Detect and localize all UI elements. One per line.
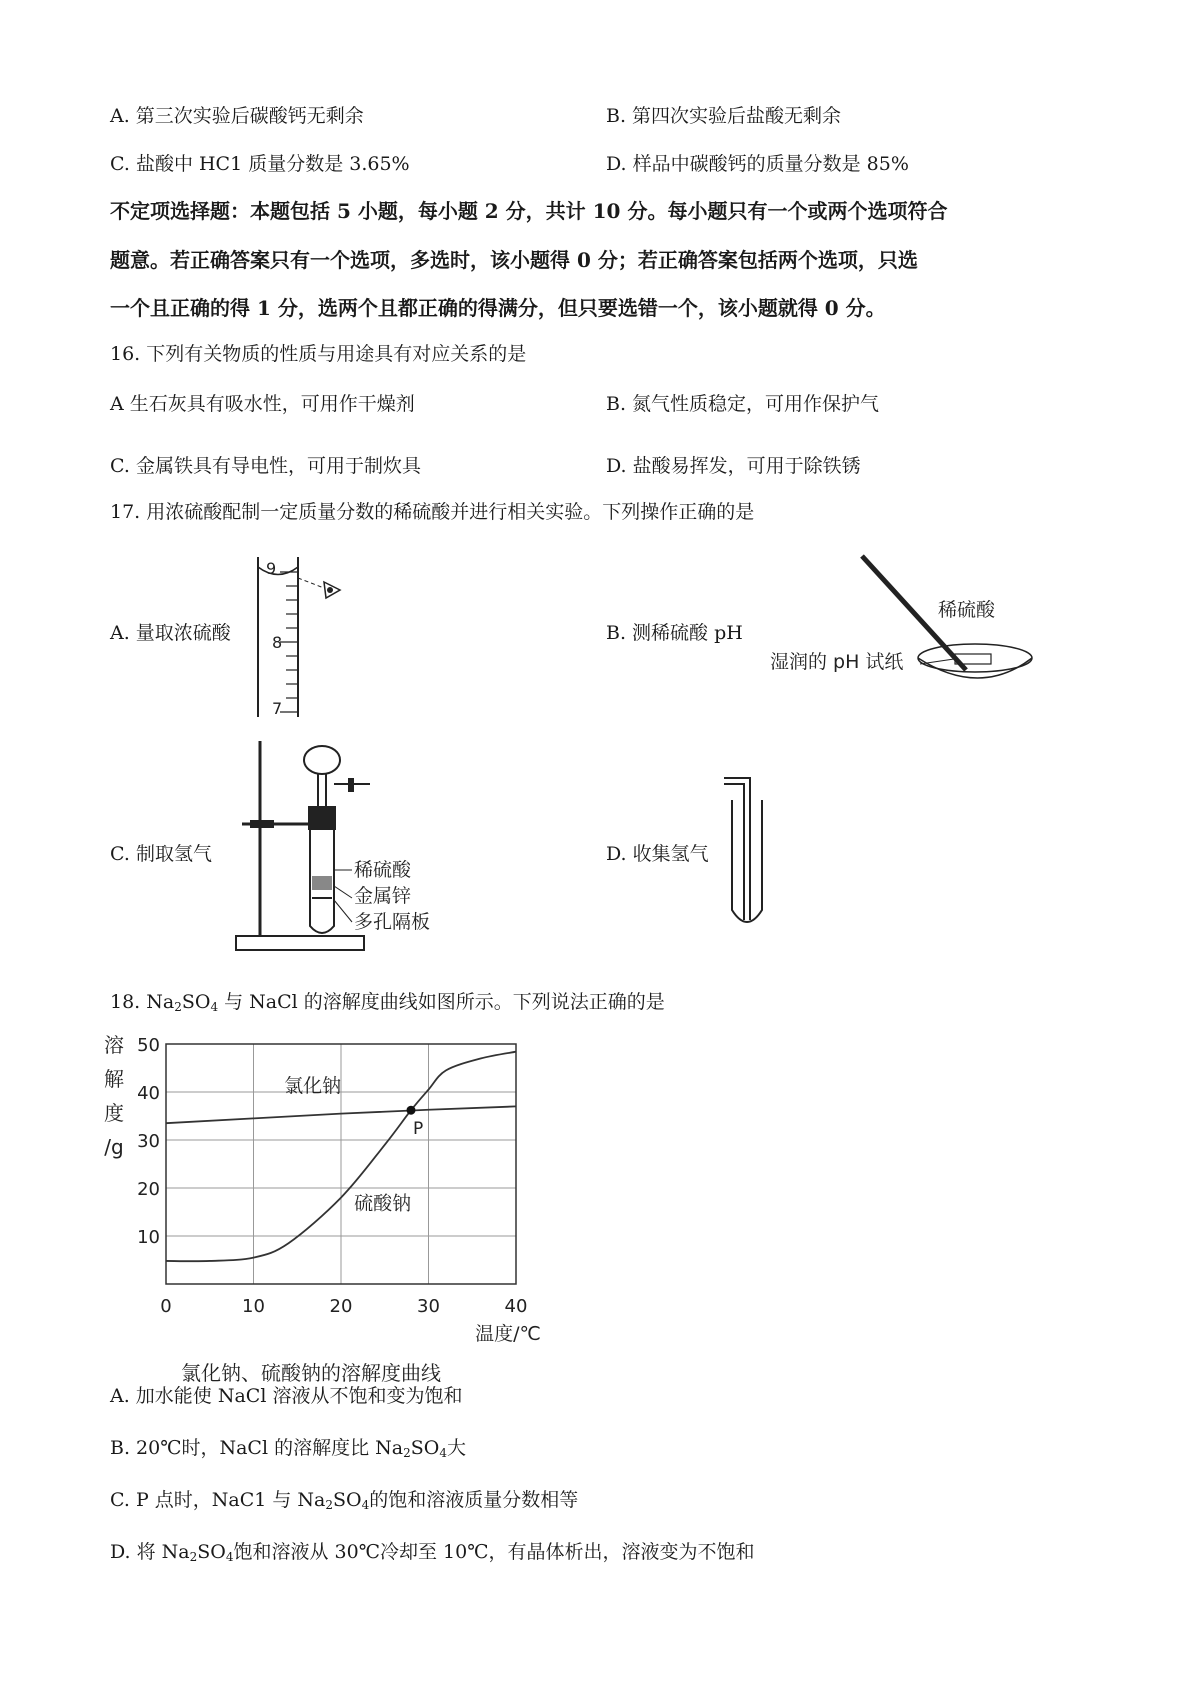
x-tick-label: 0 [160,1296,172,1317]
q18-option-b: B. 20℃时，NaCl 的溶解度比 $Na_2SO_4$大 [110,1437,466,1460]
y-axis-label: 溶 [104,1033,124,1057]
y-tick-label: 30 [137,1131,160,1152]
x-tick-label: 30 [417,1296,440,1317]
series-label-nacl: 氯化钠 [284,1075,342,1097]
chart-title: 氯化钠、硫酸钠的溶解度曲线 [181,1361,441,1385]
q18-option-a: A. 加水能使 NaCl 溶液从不饱和变为饱和 [110,1385,463,1407]
ph-paper-label: 湿润的 pH 试纸 [770,651,904,673]
y-tick-label: 50 [137,1035,160,1056]
q17-option-d: D. 收集氢气 [606,843,709,865]
q18-stem: 18. $Na_2SO_4$ 与 NaCl 的溶解度曲线如图所示。下列说法正确的是 [110,991,665,1014]
test-tube-figure [720,770,780,930]
cylinder-tick-7: 7 [272,699,283,718]
y-tick-label: 10 [137,1227,160,1248]
cylinder-tick-8: 8 [272,633,283,652]
ph-test-figure [770,548,1040,688]
q18-option-c: C. P 点时，NaC1 与 $Na_2SO_4$的饱和溶液质量分数相等 [110,1489,579,1512]
x-tick-label: 20 [329,1296,353,1317]
ph-acid-label: 稀硫酸 [938,599,996,621]
point-p-marker [407,1106,416,1115]
q16-option-b: B. 氮气性质稳定，可用作保护气 [606,393,880,415]
q15-option-c: C. 盐酸中 HC1 质量分数是 3.65% [110,153,410,175]
q15-option-b: B. 第四次实验后盐酸无剩余 [606,105,842,127]
x-tick-label: 40 [504,1296,528,1317]
section-instruction-line2: 题意。若正确答案只有一个选项，多选时，该小题得 0 分；若正确答案包括两个选项，只选 [110,248,918,272]
y-axis-label: /g [104,1135,124,1159]
q17-option-c: C. 制取氢气 [110,843,212,865]
hydrogen-apparatus-figure [230,736,470,966]
q16-option-d: D. 盐酸易挥发，可用于除铁锈 [606,455,861,477]
apparatus-label-zinc: 金属锌 [354,885,412,907]
graduated-cylinder-figure [240,552,360,722]
y-axis-label: 解 [104,1067,124,1091]
section-instruction-line3: 一个且正确的得 1 分，选两个且都正确的得满分，但只要选错一个，该小题就得 0 分。 [110,296,886,320]
cylinder-tick-9: 9 [266,559,277,578]
q17-option-a: A. 量取浓硫酸 [110,622,231,644]
x-axis-label: 温度/℃ [475,1323,541,1345]
apparatus-label-acid: 稀硫酸 [354,859,412,881]
q15-option-a: A. 第三次实验后碳酸钙无剩余 [110,105,364,127]
q17-stem: 17. 用浓硫酸配制一定质量分数的稀硫酸并进行相关实验。下列操作正确的是 [110,501,755,523]
q18-option-d: D. 将 $Na_2SO_4$饱和溶液从 30℃冷却至 10℃，有晶体析出，溶液变为不饱和 [110,1541,755,1564]
q15-option-d: D. 样品中碳酸钙的质量分数是 85% [606,153,909,175]
section-instruction-line1: 不定项选择题：本题包括 5 小题，每小题 2 分，共计 10 分。每小题只有一个或两个选项符合 [110,199,948,223]
y-axis-label: 度 [104,1101,124,1125]
y-tick-label: 40 [137,1083,160,1104]
point-p-label: P [413,1119,424,1140]
solubility-chart [100,1026,560,1385]
q16-option-c: C. 金属铁具有导电性，可用于制炊具 [110,455,421,477]
x-tick-label: 10 [242,1296,265,1317]
y-tick-label: 20 [137,1179,160,1200]
series-label-na2so4: 硫酸钠 [354,1192,412,1215]
q17-option-b: B. 测稀硫酸 pH [606,622,743,644]
q16-option-a: A 生石灰具有吸水性，可用作干燥剂 [110,393,415,415]
apparatus-label-plate: 多孔隔板 [354,911,431,933]
q16-stem: 16. 下列有关物质的性质与用途具有对应关系的是 [110,343,527,365]
